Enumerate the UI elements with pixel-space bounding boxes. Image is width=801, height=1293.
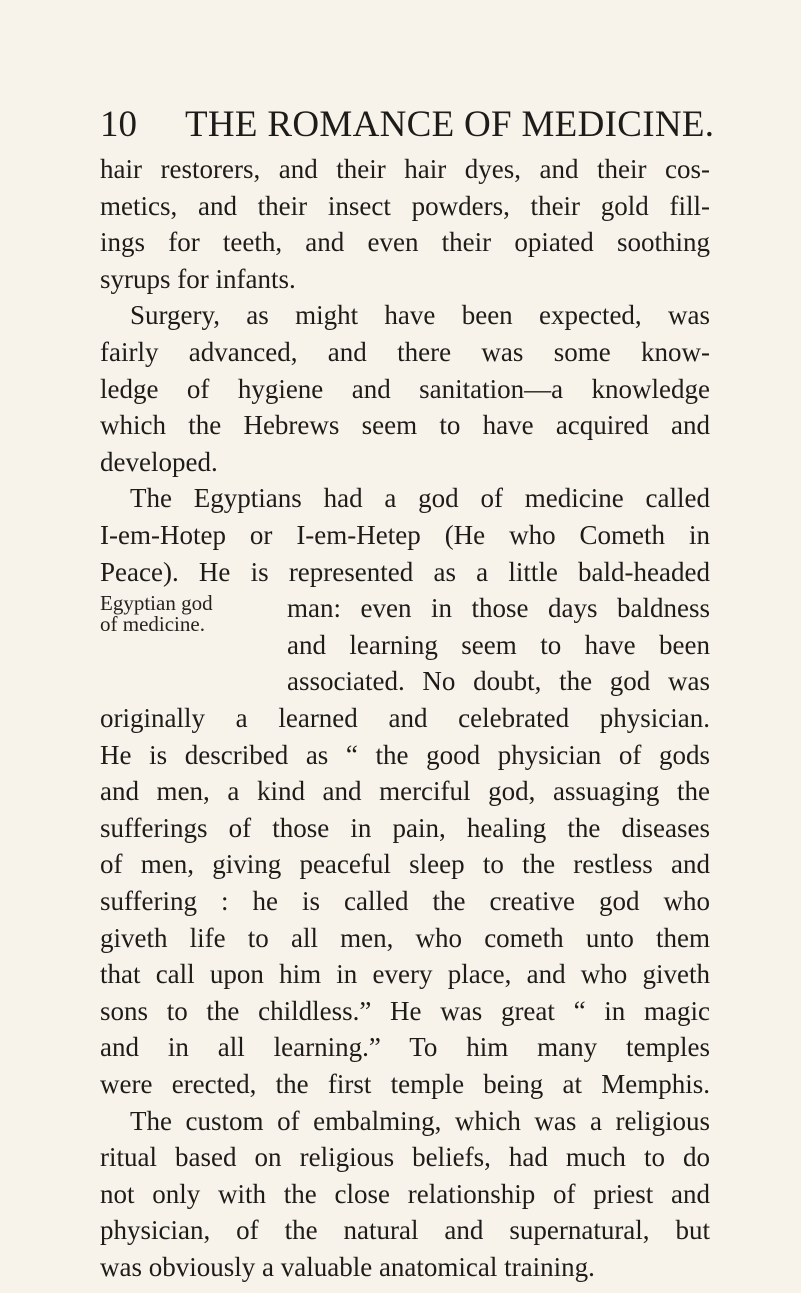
- text-line: and learning seem to have been: [287, 629, 710, 660]
- text-line: ritual based on religious beliefs, had much to do: [100, 1142, 710, 1173]
- text-line: not only with the close relationship of priest and: [100, 1178, 710, 1209]
- text-line: The Egyptians had a god of medicine called: [130, 483, 710, 514]
- text-line: were erected, the first temple being at Memphis.: [100, 1069, 710, 1099]
- text-line: which the Hebrews seem to have acquired and: [100, 410, 710, 441]
- text-line: syrups for infants.: [100, 263, 296, 294]
- text-line: metics, and their insect powders, their gold fill-: [100, 190, 710, 221]
- text-line: hair restorers, and their hair dyes, and their cos-: [100, 154, 710, 184]
- text-line: man: even in those days baldness: [287, 593, 710, 624]
- text-line: Peace). He is represented as a little bald-headed: [100, 556, 710, 587]
- text-line: ledge of hygiene and sanitation—a knowledge: [100, 373, 710, 404]
- text-line: giveth life to all men, who cometh unto them: [100, 922, 710, 953]
- text-line: associated. No doubt, the god was: [287, 666, 710, 697]
- text-line: that call upon him in every place, and who giveth: [100, 959, 710, 990]
- text-line: sufferings of those in pain, healing the diseases: [100, 812, 710, 843]
- text-line: ings for teeth, and even their opiated soothing: [100, 227, 710, 258]
- text-line: originally a learned and celebrated physician.: [100, 703, 710, 733]
- page-number: 10: [100, 104, 137, 145]
- text-line: I-em-Hotep or I-em-Hetep (He who Cometh in: [100, 520, 710, 550]
- text-line: Surgery, as might have been expected, was: [130, 300, 710, 331]
- text-line: physician, of the natural and supernatural, but: [100, 1215, 710, 1246]
- text-line: He is described as “ the good physician of gods: [100, 739, 710, 770]
- margin-note: [100, 593, 285, 635]
- text-line: and men, a kind and merciful god, assuaging the: [100, 776, 710, 807]
- text-line: of men, giving peaceful sleep to the restless and: [100, 849, 710, 880]
- text-line: The custom of embalming, which was a religious: [130, 1105, 710, 1136]
- text-line: developed.: [100, 446, 218, 477]
- text-line: suffering : he is called the creative god who: [100, 886, 710, 916]
- margin-note-line: of medicine.: [100, 612, 205, 637]
- text-line: was obviously a valuable anatomical training.: [100, 1252, 595, 1282]
- text-line: fairly advanced, and there was some know-: [100, 337, 710, 367]
- page-header: [100, 100, 715, 150]
- text-line: sons to the childless.” He was great “ in magic: [100, 995, 710, 1026]
- running-title: THE ROMANCE OF MEDICINE.: [185, 104, 715, 145]
- margin-note-line: Egyptian god: [100, 591, 213, 616]
- text-line: and in all learning.” To him many temples: [100, 1032, 710, 1063]
